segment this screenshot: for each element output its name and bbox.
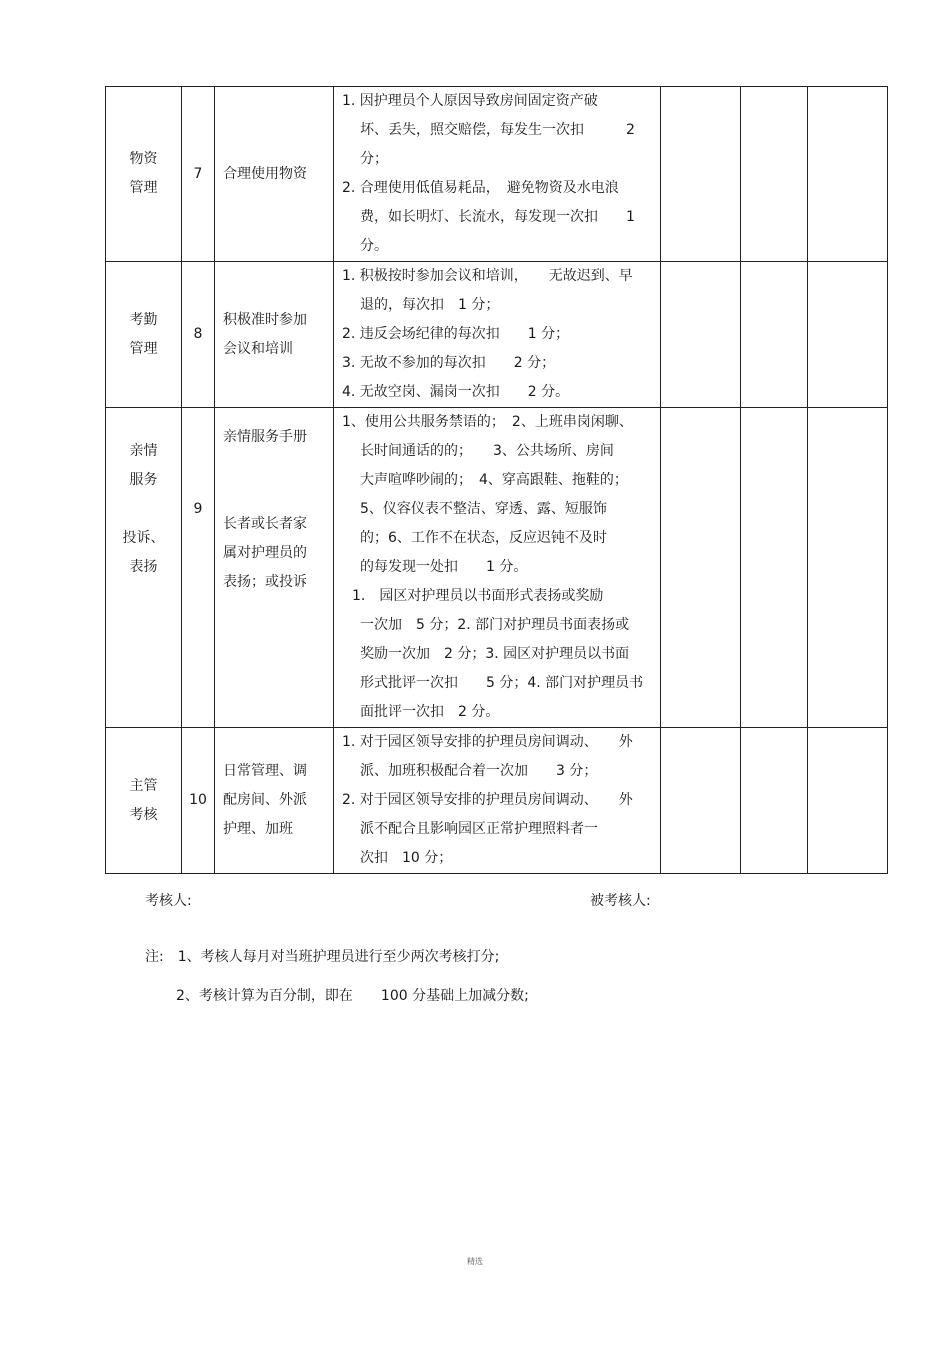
desc-line: 1. 因护理员个人原因导致房间固定资产破 [342, 93, 598, 109]
blank-cell [661, 728, 741, 874]
blank-cell [808, 87, 888, 262]
desc-line: 费，如长明灯、长流水，每发现一次扣 1 [360, 209, 635, 225]
item-text: 配房间、外派 [223, 792, 307, 808]
item-cell [215, 87, 334, 262]
blank-cell [808, 728, 888, 874]
category-text: 管理 [129, 340, 158, 357]
item-text: 日常管理、调 [223, 763, 307, 779]
blank-cell [741, 262, 808, 408]
item-text: 长者或长者家 [223, 515, 307, 532]
category-text: 物资 [129, 151, 158, 167]
blank-cell [661, 87, 741, 262]
desc-line: 3. 无故不参加的每次扣 2 分； [342, 355, 556, 371]
row-number [182, 408, 215, 728]
row-number-text: 9 [193, 501, 203, 517]
category-text: 投诉、 [122, 530, 165, 546]
blank-cell [741, 408, 808, 728]
item-text: 属对护理员的 [223, 544, 307, 561]
desc-line: 的每发现一处扣 1 分。 [360, 559, 528, 575]
assessee-label: 被考核人: [590, 893, 651, 909]
desc-line: 分。 [360, 238, 388, 254]
desc-line: 大声喧哗吵闹的； 4、穿高跟鞋、拖鞋的； [360, 472, 628, 488]
desc-line: 派不配合且影响园区正常护理照料者一 [360, 821, 598, 837]
table-row [106, 728, 888, 874]
table-row [106, 87, 888, 262]
item-text: 会议和培训 [223, 340, 293, 357]
desc-line: 坏、丢失，照交赔偿，每发生一次扣 2 [360, 122, 635, 138]
desc-line: 2. 合理使用低值易耗品， 避免物资及水电浪 [342, 180, 619, 196]
desc-line: 一次加 5 分；2. 部门对护理员书面表扬或 [360, 617, 630, 633]
note-line-2: 2、考核计算为百分制，即在 100 分基础上加减分数; [176, 988, 529, 1004]
category-text: 考勤 [129, 311, 158, 328]
category-text: 亲情 [129, 443, 158, 459]
category-text: 管理 [129, 180, 158, 196]
description-cell [334, 728, 661, 874]
desc-line: 1. 对于园区领导安排的护理员房间调动、 外 [342, 734, 633, 750]
blank-cell [808, 408, 888, 728]
category-cell [106, 408, 182, 728]
desc-line: 4. 无故空岗、漏岗一次扣 2 分。 [342, 384, 570, 400]
item-text: 护理、加班 [223, 821, 293, 837]
desc-line: 奖励一次加 2 分；3. 园区对护理员以书面 [360, 646, 630, 662]
blank-cell [741, 87, 808, 262]
desc-line: 2. 违反会场纪律的每次扣 1 分； [342, 326, 570, 342]
category-text: 服务 [129, 472, 158, 488]
desc-line: 面批评一次扣 2 分。 [360, 704, 500, 720]
row-number: 8 [182, 262, 215, 408]
category-cell [106, 87, 182, 262]
item-cell [215, 262, 334, 408]
desc-line: 5、仪容仪表不整洁、穿透、露、短服饰 [360, 501, 607, 517]
desc-line: 1. 积极按时参加会议和培训， 无故迟到、早 [342, 268, 633, 284]
row-number: 10 [182, 728, 215, 874]
category-text: 考核 [129, 806, 158, 823]
item-cell [215, 728, 334, 874]
item-text: 合理使用物资 [223, 165, 307, 182]
category-cell [106, 728, 182, 874]
item-text: 积极准时参加 [223, 311, 307, 328]
desc-line: 的；6、工作不在状态，反应迟钝不及时 [360, 530, 607, 546]
desc-line: 退的，每次扣 1 分； [360, 297, 500, 313]
blank-cell [808, 262, 888, 408]
page-footer: 精选 [467, 1257, 483, 1266]
assessment-table [105, 86, 888, 874]
table-row [106, 262, 888, 408]
desc-line: 形式批评一次扣 5 分；4. 部门对护理员书 [360, 675, 644, 691]
desc-line: 1、使用公共服务禁语的； 2、上班串岗闲聊、 [342, 414, 633, 430]
desc-line: 派、加班积极配合着一次加 3 分； [360, 763, 598, 779]
category-text: 表扬 [129, 559, 158, 575]
desc-line: 长时间通话的的； 3、公共场所、房间 [360, 443, 614, 459]
table-row [106, 408, 888, 728]
desc-line: 1. 园区对护理员以书面形式表扬或奖励 [352, 588, 604, 604]
item-text: 表扬；或投诉 [223, 573, 307, 590]
item-cell [215, 408, 334, 728]
desc-line: 2. 对于园区领导安排的护理员房间调动、 外 [342, 792, 633, 808]
blank-cell [741, 728, 808, 874]
description-cell [334, 408, 661, 728]
description-cell [334, 262, 661, 408]
category-text: 主管 [129, 777, 158, 794]
item-text: 亲情服务手册 [223, 428, 307, 445]
blank-cell [661, 262, 741, 408]
description-cell [334, 87, 661, 262]
assessor-label: 考核人: [145, 893, 192, 909]
category-cell [106, 262, 182, 408]
blank-cell [661, 408, 741, 728]
desc-line: 分； [360, 151, 388, 167]
desc-line: 次扣 10 分； [360, 850, 453, 866]
note-line-1: 注: 1、考核人每月对当班护理员进行至少两次考核打分; [145, 949, 500, 965]
row-number: 7 [182, 87, 215, 262]
